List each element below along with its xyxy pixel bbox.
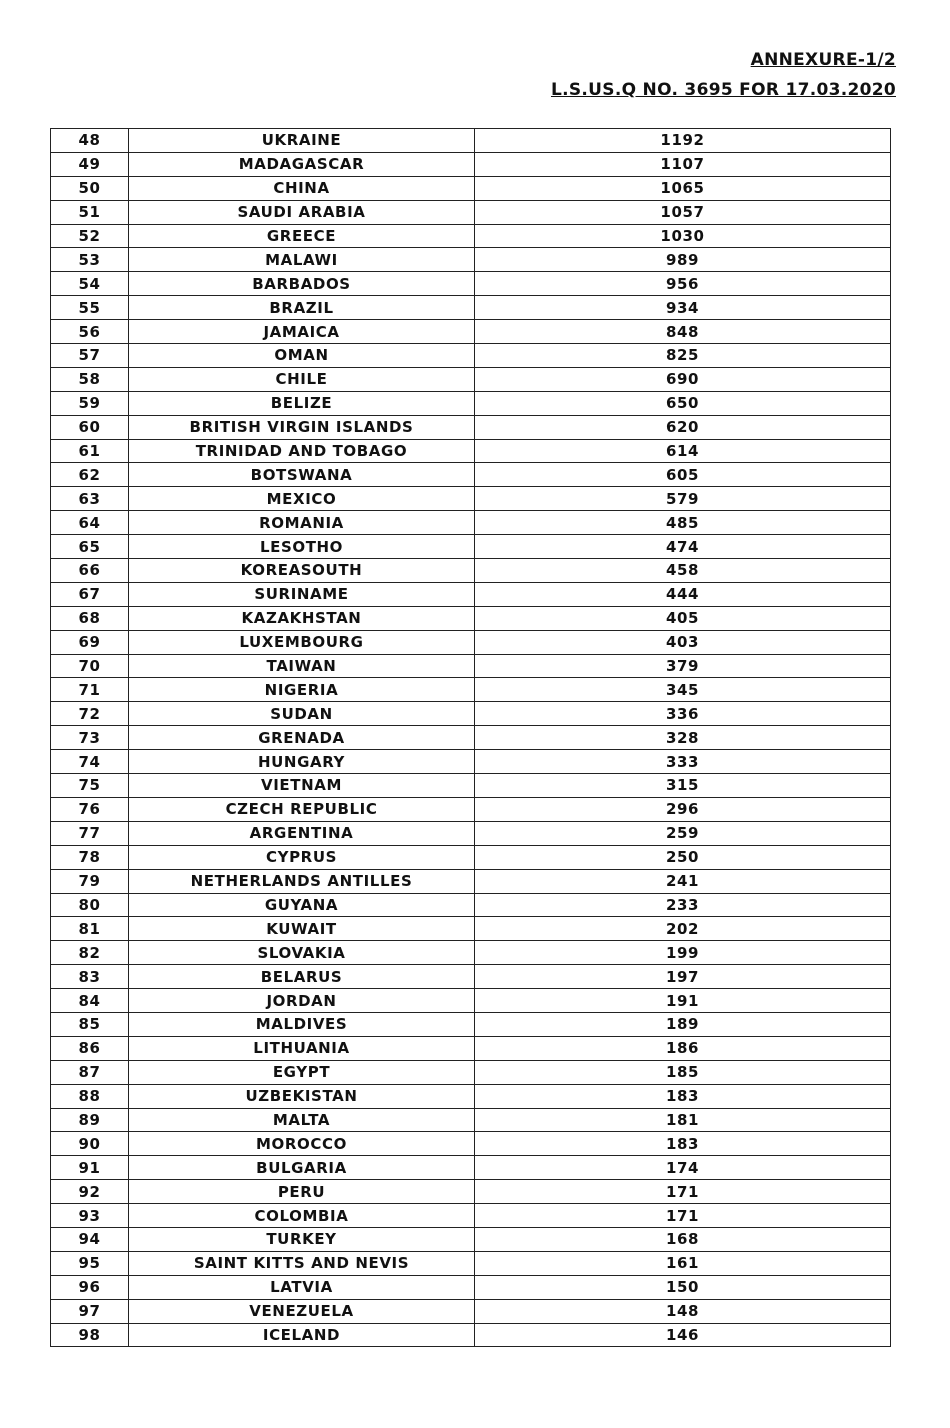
- table-row: [51, 845, 891, 869]
- table-row: [51, 248, 891, 272]
- table-row: [51, 224, 891, 248]
- country-cell: TAIWAN: [129, 654, 475, 678]
- table-row: [51, 606, 891, 630]
- serial-number-cell: 65: [51, 535, 129, 559]
- country-cell: TURKEY: [129, 1227, 475, 1251]
- count-cell: 168: [475, 1227, 891, 1251]
- serial-number-cell: 94: [51, 1227, 129, 1251]
- count-cell: 485: [475, 511, 891, 535]
- country-cell: NIGERIA: [129, 678, 475, 702]
- serial-number-cell: 76: [51, 797, 129, 821]
- count-cell: 296: [475, 797, 891, 821]
- serial-number-cell: 98: [51, 1323, 129, 1347]
- count-cell: 690: [475, 367, 891, 391]
- table-row: [51, 1251, 891, 1275]
- country-cell: TRINIDAD AND TOBAGO: [129, 439, 475, 463]
- country-cell: UZBEKISTAN: [129, 1084, 475, 1108]
- country-cell: ROMANIA: [129, 511, 475, 535]
- count-cell: 989: [475, 248, 891, 272]
- country-cell: GRENADA: [129, 726, 475, 750]
- table-row: [51, 296, 891, 320]
- table-row: [51, 511, 891, 535]
- serial-number-cell: 73: [51, 726, 129, 750]
- serial-number-cell: 49: [51, 152, 129, 176]
- table-row: [51, 391, 891, 415]
- table-body: [51, 129, 891, 1347]
- count-cell: 191: [475, 989, 891, 1013]
- table-row: [51, 200, 891, 224]
- serial-number-cell: 77: [51, 821, 129, 845]
- table-row: [51, 535, 891, 559]
- country-cell: MEXICO: [129, 487, 475, 511]
- table-row: [51, 1036, 891, 1060]
- country-cell: CHINA: [129, 176, 475, 200]
- count-cell: 202: [475, 917, 891, 941]
- country-cell: BRITISH VIRGIN ISLANDS: [129, 415, 475, 439]
- serial-number-cell: 54: [51, 272, 129, 296]
- count-cell: 233: [475, 893, 891, 917]
- serial-number-cell: 67: [51, 582, 129, 606]
- table-row: [51, 774, 891, 798]
- count-cell: 345: [475, 678, 891, 702]
- table-row: [51, 1323, 891, 1347]
- country-cell: SURINAME: [129, 582, 475, 606]
- count-cell: 379: [475, 654, 891, 678]
- count-cell: 458: [475, 559, 891, 583]
- serial-number-cell: 53: [51, 248, 129, 272]
- table-row: [51, 869, 891, 893]
- count-cell: 1065: [475, 176, 891, 200]
- country-cell: BELARUS: [129, 965, 475, 989]
- count-cell: 848: [475, 320, 891, 344]
- country-count-table: [50, 128, 891, 1347]
- country-cell: LATVIA: [129, 1275, 475, 1299]
- count-cell: 259: [475, 821, 891, 845]
- serial-number-cell: 81: [51, 917, 129, 941]
- country-cell: KUWAIT: [129, 917, 475, 941]
- country-cell: KOREASOUTH: [129, 559, 475, 583]
- count-cell: 1192: [475, 129, 891, 153]
- country-cell: LUXEMBOURG: [129, 630, 475, 654]
- serial-number-cell: 78: [51, 845, 129, 869]
- count-cell: 150: [475, 1275, 891, 1299]
- country-cell: SAUDI ARABIA: [129, 200, 475, 224]
- serial-number-cell: 64: [51, 511, 129, 535]
- count-cell: 825: [475, 344, 891, 368]
- country-cell: MALTA: [129, 1108, 475, 1132]
- country-cell: GREECE: [129, 224, 475, 248]
- country-cell: BRAZIL: [129, 296, 475, 320]
- table-row: [51, 129, 891, 153]
- count-cell: 934: [475, 296, 891, 320]
- serial-number-cell: 80: [51, 893, 129, 917]
- country-cell: UKRAINE: [129, 129, 475, 153]
- count-cell: 444: [475, 582, 891, 606]
- country-cell: COLOMBIA: [129, 1204, 475, 1228]
- table-row: [51, 1060, 891, 1084]
- table-row: [51, 965, 891, 989]
- country-cell: HUNGARY: [129, 750, 475, 774]
- table-row: [51, 152, 891, 176]
- table-row: [51, 463, 891, 487]
- table-row: [51, 678, 891, 702]
- serial-number-cell: 66: [51, 559, 129, 583]
- serial-number-cell: 51: [51, 200, 129, 224]
- serial-number-cell: 63: [51, 487, 129, 511]
- count-cell: 185: [475, 1060, 891, 1084]
- serial-number-cell: 52: [51, 224, 129, 248]
- question-reference: L.S.US.Q NO. 3695 FOR 17.03.2020: [550, 80, 896, 100]
- serial-number-cell: 58: [51, 367, 129, 391]
- country-cell: SAINT KITTS AND NEVIS: [129, 1251, 475, 1275]
- count-cell: 336: [475, 702, 891, 726]
- table-row: [51, 582, 891, 606]
- count-cell: 171: [475, 1180, 891, 1204]
- table-row: [51, 559, 891, 583]
- country-cell: CYPRUS: [129, 845, 475, 869]
- count-cell: 1107: [475, 152, 891, 176]
- table-row: [51, 989, 891, 1013]
- serial-number-cell: 88: [51, 1084, 129, 1108]
- country-cell: KAZAKHSTAN: [129, 606, 475, 630]
- serial-number-cell: 50: [51, 176, 129, 200]
- count-cell: 146: [475, 1323, 891, 1347]
- table-row: [51, 654, 891, 678]
- table-row: [51, 272, 891, 296]
- serial-number-cell: 62: [51, 463, 129, 487]
- annexure-title: ANNEXURE-1/2: [750, 50, 896, 70]
- serial-number-cell: 69: [51, 630, 129, 654]
- serial-number-cell: 79: [51, 869, 129, 893]
- count-cell: 956: [475, 272, 891, 296]
- table-row: [51, 893, 891, 917]
- count-cell: 197: [475, 965, 891, 989]
- serial-number-cell: 95: [51, 1251, 129, 1275]
- country-cell: JAMAICA: [129, 320, 475, 344]
- table-row: [51, 630, 891, 654]
- country-cell: LITHUANIA: [129, 1036, 475, 1060]
- serial-number-cell: 93: [51, 1204, 129, 1228]
- country-cell: JORDAN: [129, 989, 475, 1013]
- count-cell: 620: [475, 415, 891, 439]
- serial-number-cell: 84: [51, 989, 129, 1013]
- count-cell: 171: [475, 1204, 891, 1228]
- country-cell: BARBADOS: [129, 272, 475, 296]
- country-cell: MOROCCO: [129, 1132, 475, 1156]
- table-row: [51, 797, 891, 821]
- table-row: [51, 702, 891, 726]
- country-cell: BOTSWANA: [129, 463, 475, 487]
- serial-number-cell: 91: [51, 1156, 129, 1180]
- table-row: [51, 726, 891, 750]
- serial-number-cell: 85: [51, 1012, 129, 1036]
- table-row: [51, 320, 891, 344]
- table-row: [51, 1012, 891, 1036]
- count-cell: 405: [475, 606, 891, 630]
- count-cell: 241: [475, 869, 891, 893]
- count-cell: 614: [475, 439, 891, 463]
- country-cell: EGYPT: [129, 1060, 475, 1084]
- country-cell: VIETNAM: [129, 774, 475, 798]
- table-row: [51, 750, 891, 774]
- serial-number-cell: 74: [51, 750, 129, 774]
- serial-number-cell: 70: [51, 654, 129, 678]
- table-row: [51, 917, 891, 941]
- country-cell: MALDIVES: [129, 1012, 475, 1036]
- country-cell: BULGARIA: [129, 1156, 475, 1180]
- serial-number-cell: 96: [51, 1275, 129, 1299]
- table-row: [51, 941, 891, 965]
- serial-number-cell: 87: [51, 1060, 129, 1084]
- serial-number-cell: 61: [51, 439, 129, 463]
- count-cell: 474: [475, 535, 891, 559]
- table-row: [51, 1204, 891, 1228]
- serial-number-cell: 86: [51, 1036, 129, 1060]
- serial-number-cell: 83: [51, 965, 129, 989]
- serial-number-cell: 57: [51, 344, 129, 368]
- country-cell: MALAWI: [129, 248, 475, 272]
- serial-number-cell: 90: [51, 1132, 129, 1156]
- count-cell: 183: [475, 1132, 891, 1156]
- count-cell: 1030: [475, 224, 891, 248]
- table-row: [51, 1084, 891, 1108]
- serial-number-cell: 89: [51, 1108, 129, 1132]
- serial-number-cell: 48: [51, 129, 129, 153]
- serial-number-cell: 68: [51, 606, 129, 630]
- count-cell: 174: [475, 1156, 891, 1180]
- count-cell: 199: [475, 941, 891, 965]
- table-row: [51, 367, 891, 391]
- table-row: [51, 487, 891, 511]
- table-row: [51, 344, 891, 368]
- serial-number-cell: 59: [51, 391, 129, 415]
- count-cell: 161: [475, 1251, 891, 1275]
- table-row: [51, 415, 891, 439]
- serial-number-cell: 92: [51, 1180, 129, 1204]
- country-cell: ICELAND: [129, 1323, 475, 1347]
- count-cell: 1057: [475, 200, 891, 224]
- country-cell: VENEZUELA: [129, 1299, 475, 1323]
- serial-number-cell: 72: [51, 702, 129, 726]
- serial-number-cell: 60: [51, 415, 129, 439]
- table-row: [51, 1180, 891, 1204]
- serial-number-cell: 56: [51, 320, 129, 344]
- count-cell: 181: [475, 1108, 891, 1132]
- count-cell: 250: [475, 845, 891, 869]
- country-cell: GUYANA: [129, 893, 475, 917]
- serial-number-cell: 75: [51, 774, 129, 798]
- serial-number-cell: 71: [51, 678, 129, 702]
- table-row: [51, 1108, 891, 1132]
- country-cell: SLOVAKIA: [129, 941, 475, 965]
- count-cell: 650: [475, 391, 891, 415]
- country-cell: OMAN: [129, 344, 475, 368]
- count-cell: 315: [475, 774, 891, 798]
- table-row: [51, 176, 891, 200]
- count-cell: 183: [475, 1084, 891, 1108]
- table-row: [51, 1299, 891, 1323]
- table-row: [51, 821, 891, 845]
- country-cell: PERU: [129, 1180, 475, 1204]
- country-cell: CZECH REPUBLIC: [129, 797, 475, 821]
- country-cell: LESOTHO: [129, 535, 475, 559]
- serial-number-cell: 55: [51, 296, 129, 320]
- count-cell: 333: [475, 750, 891, 774]
- serial-number-cell: 97: [51, 1299, 129, 1323]
- count-cell: 148: [475, 1299, 891, 1323]
- country-cell: NETHERLANDS ANTILLES: [129, 869, 475, 893]
- count-cell: 579: [475, 487, 891, 511]
- table-row: [51, 1132, 891, 1156]
- count-cell: 605: [475, 463, 891, 487]
- country-cell: MADAGASCAR: [129, 152, 475, 176]
- count-cell: 403: [475, 630, 891, 654]
- count-cell: 189: [475, 1012, 891, 1036]
- count-cell: 186: [475, 1036, 891, 1060]
- table-row: [51, 1227, 891, 1251]
- table-row: [51, 439, 891, 463]
- country-cell: ARGENTINA: [129, 821, 475, 845]
- table-row: [51, 1275, 891, 1299]
- count-cell: 328: [475, 726, 891, 750]
- table-row: [51, 1156, 891, 1180]
- country-cell: SUDAN: [129, 702, 475, 726]
- country-cell: BELIZE: [129, 391, 475, 415]
- serial-number-cell: 82: [51, 941, 129, 965]
- country-cell: CHILE: [129, 367, 475, 391]
